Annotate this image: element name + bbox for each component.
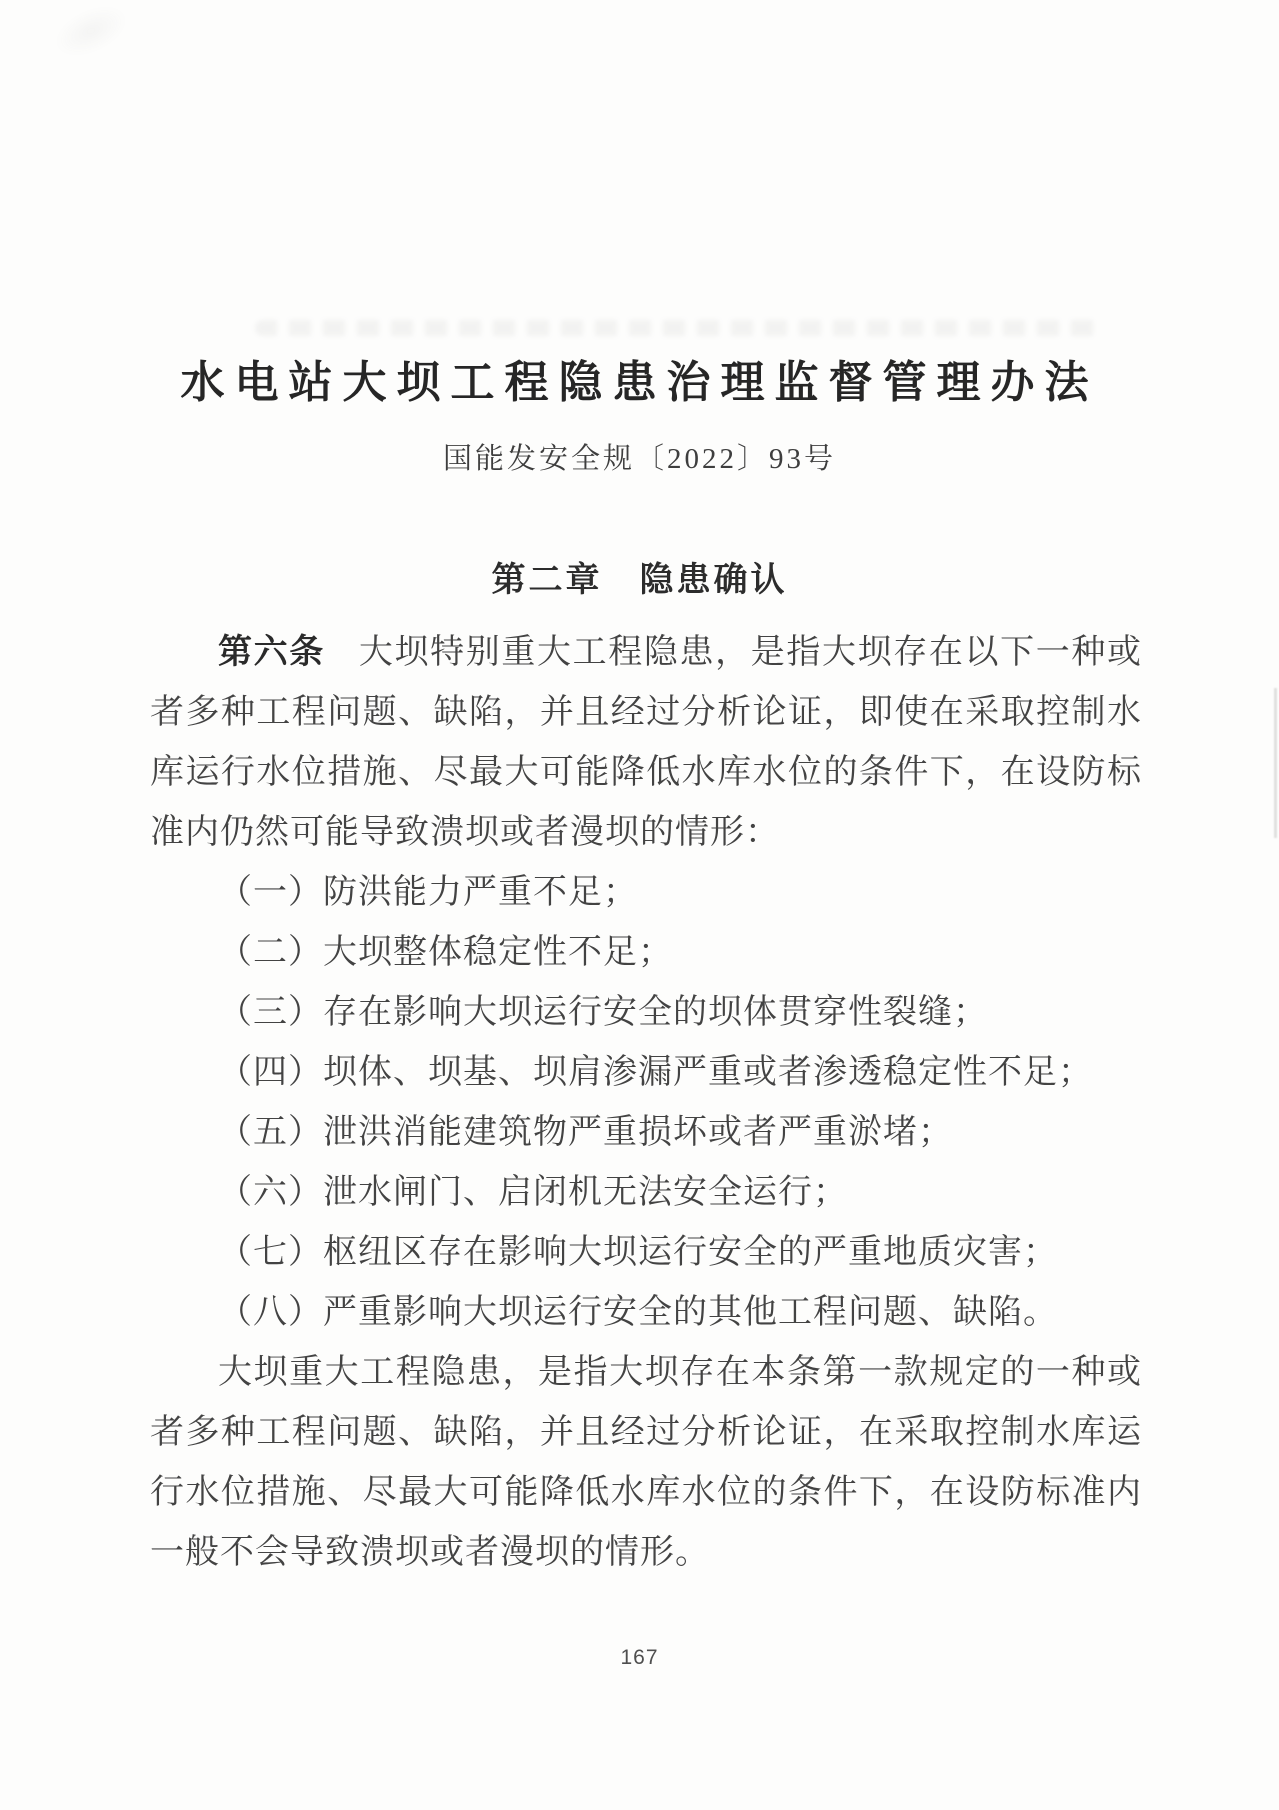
article-intro-text: 大坝特别重大工程隐患，是指大坝存在以下一种或者多种工程问题、缺陷，并且经过分析论证，即使在采取控制水库运行水位措施、尽最大可能降低水库水位的条件下，在设防标准内仍然可能导致溃坝或者漫坝的情形：	[150, 634, 1142, 851]
scan-showthrough-artifact	[255, 320, 1100, 336]
scan-edge-line-artifact	[1274, 688, 1277, 838]
hazard-item-4: （四）坝体、坝基、坝肩渗漏严重或者渗透稳定性不足；	[218, 1054, 1093, 1091]
chapter-heading: 第二章 隐患确认	[491, 561, 788, 599]
article-number-label: 第六条	[218, 633, 325, 671]
document-body	[150, 622, 1142, 1583]
document-number: 国能发安全规〔2022〕93号	[442, 443, 836, 475]
closing-paragraph: 大坝重大工程隐患，是指大坝存在本条第一款规定的一种或者多种工程问题、缺陷，并且经过分析论证，在采取控制水库运行水位措施、尽最大可能降低水库水位的条件下，在设防标准内一般不会导致溃坝或者漫坝的情形。	[150, 1354, 1142, 1571]
hazard-item-3: （三）存在影响大坝运行安全的坝体贯穿性裂缝；	[218, 994, 988, 1031]
scan-smudge-artifact	[47, 0, 135, 67]
hazard-item-5: （五）泄洪消能建筑物严重损坏或者严重淤堵；	[218, 1114, 953, 1151]
hazard-item-7: （七）枢纽区存在影响大坝运行安全的严重地质灾害；	[218, 1234, 1058, 1271]
hazard-item-6: （六）泄水闸门、启闭机无法安全运行；	[218, 1174, 848, 1211]
document-title: 水电站大坝工程隐患治理监督管理办法	[180, 358, 1099, 407]
article-paragraph	[150, 622, 1142, 863]
hazard-item-8: （八）严重影响大坝运行安全的其他工程问题、缺陷。	[218, 1294, 1058, 1331]
page-number: 167	[620, 1646, 659, 1669]
hazard-item-1: （一）防洪能力严重不足；	[218, 874, 638, 911]
hazard-item-2: （二）大坝整体稳定性不足；	[218, 934, 673, 971]
